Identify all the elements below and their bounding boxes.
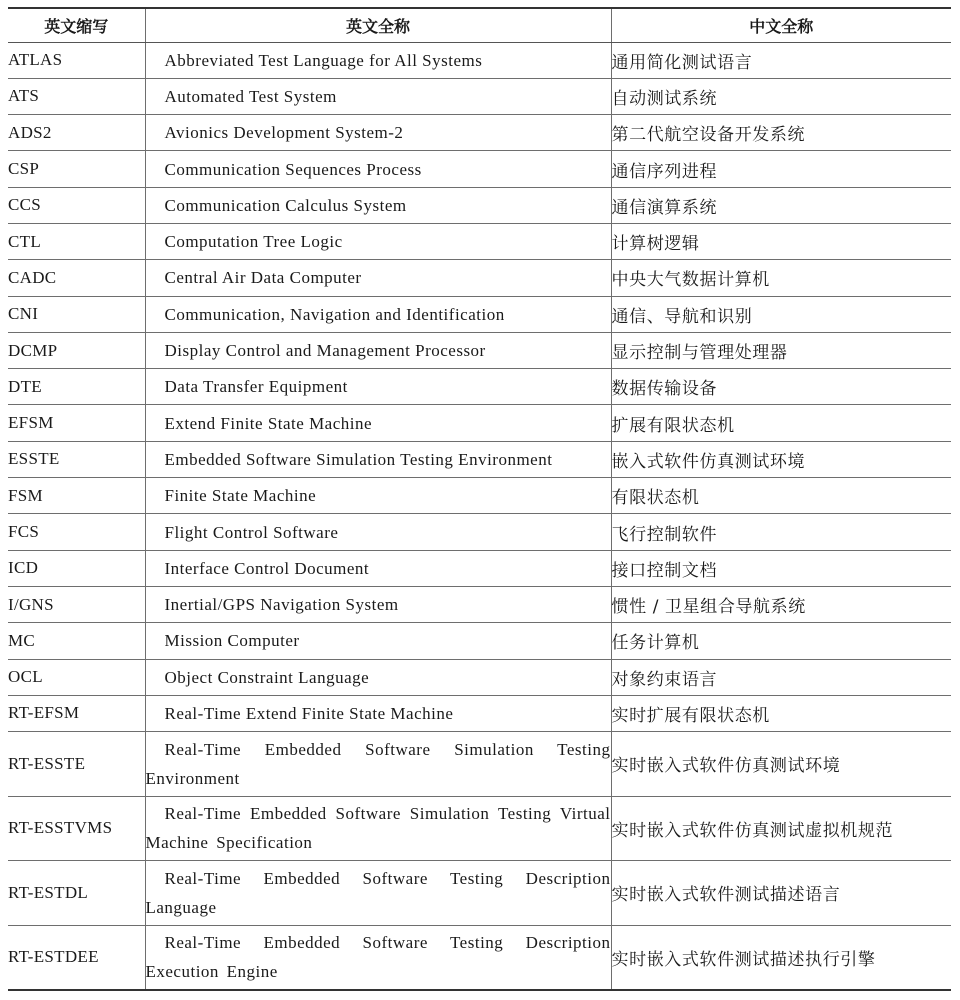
chinese-name-cell: 通信、导航和识别 [611, 296, 951, 332]
table-row [8, 514, 951, 550]
table-row [8, 695, 951, 731]
english-name-cell: Computation Tree Logic [145, 223, 611, 259]
english-name-cell: Flight Control Software [145, 514, 611, 550]
chinese-name-cell: 实时扩展有限状态机 [611, 695, 951, 731]
table-row [8, 441, 951, 477]
table-row [8, 405, 951, 441]
english-name-cell: Mission Computer [145, 623, 611, 659]
table-row [8, 659, 951, 695]
english-name-cell: Avionics Development System-2 [145, 115, 611, 151]
abbreviation-cell: RT-ESTDL [8, 861, 145, 926]
abbreviation-cell: MC [8, 623, 145, 659]
english-name-cell: Real-Time Embedded Software Simulation Testing Virtual Machine Specification [145, 796, 611, 861]
abbreviation-cell: DTE [8, 369, 145, 405]
table-row [8, 861, 951, 926]
table-row [8, 187, 951, 223]
header-chinese-full-name: 中文全称 [611, 8, 951, 42]
english-name-cell: Embedded Software Simulation Testing Environment [145, 441, 611, 477]
abbreviation-cell: ATS [8, 78, 145, 114]
abbreviation-cell: ATLAS [8, 42, 145, 78]
abbreviation-cell: EFSM [8, 405, 145, 441]
english-name-cell: Abbreviated Test Language for All Systems [145, 42, 611, 78]
chinese-name-cell: 通信演算系统 [611, 187, 951, 223]
english-name-cell: Real-Time Extend Finite State Machine [145, 695, 611, 731]
abbreviation-cell: RT-ESSTE [8, 732, 145, 797]
header-english-full-name: 英文全称 [145, 8, 611, 42]
abbreviation-cell: FCS [8, 514, 145, 550]
abbreviation-cell: ADS2 [8, 115, 145, 151]
abbreviation-cell: DCMP [8, 332, 145, 368]
chinese-name-cell: 中央大气数据计算机 [611, 260, 951, 296]
chinese-name-cell: 惯性 / 卫星组合导航系统 [611, 586, 951, 622]
table-row [8, 586, 951, 622]
abbreviation-cell: CSP [8, 151, 145, 187]
abbreviation-cell: RT-EFSM [8, 695, 145, 731]
table-row [8, 550, 951, 586]
table-row [8, 623, 951, 659]
table-row [8, 732, 951, 797]
abbreviation-cell: RT-ESTDEE [8, 925, 145, 990]
header-abbreviation: 英文缩写 [8, 8, 145, 42]
chinese-name-cell: 嵌入式软件仿真测试环境 [611, 441, 951, 477]
english-name-cell: Automated Test System [145, 78, 611, 114]
table-row [8, 151, 951, 187]
chinese-name-cell: 第二代航空设备开发系统 [611, 115, 951, 151]
abbreviation-cell: CADC [8, 260, 145, 296]
chinese-name-cell: 自动测试系统 [611, 78, 951, 114]
chinese-name-cell: 有限状态机 [611, 478, 951, 514]
english-name-cell: Data Transfer Equipment [145, 369, 611, 405]
chinese-name-cell: 计算树逻辑 [611, 223, 951, 259]
abbreviation-cell: ESSTE [8, 441, 145, 477]
abbreviation-cell: OCL [8, 659, 145, 695]
english-name-cell: Communication Sequences Process [145, 151, 611, 187]
english-name-cell: Communication Calculus System [145, 187, 611, 223]
abbreviation-table [8, 7, 951, 991]
table-row [8, 369, 951, 405]
chinese-name-cell: 任务计算机 [611, 623, 951, 659]
english-name-cell: Finite State Machine [145, 478, 611, 514]
english-name-cell: Real-Time Embedded Software Testing Description Language [145, 861, 611, 926]
header-row [8, 8, 951, 42]
chinese-name-cell: 飞行控制软件 [611, 514, 951, 550]
abbreviation-cell: CCS [8, 187, 145, 223]
chinese-name-cell: 实时嵌入式软件仿真测试环境 [611, 732, 951, 797]
abbreviation-cell: RT-ESSTVMS [8, 796, 145, 861]
table-row [8, 925, 951, 990]
chinese-name-cell: 对象约束语言 [611, 659, 951, 695]
english-name-cell: Communication, Navigation and Identification [145, 296, 611, 332]
table-header [8, 8, 951, 42]
abbreviation-cell: CTL [8, 223, 145, 259]
abbreviation-cell: I/GNS [8, 586, 145, 622]
english-name-cell: Real-Time Embedded Software Testing Description Execution Engine [145, 925, 611, 990]
chinese-name-cell: 实时嵌入式软件测试描述语言 [611, 861, 951, 926]
table-row [8, 78, 951, 114]
chinese-name-cell: 显示控制与管理处理器 [611, 332, 951, 368]
table-row [8, 296, 951, 332]
chinese-name-cell: 实时嵌入式软件测试描述执行引擎 [611, 925, 951, 990]
chinese-name-cell: 实时嵌入式软件仿真测试虚拟机规范 [611, 796, 951, 861]
english-name-cell: Inertial/GPS Navigation System [145, 586, 611, 622]
english-name-cell: Extend Finite State Machine [145, 405, 611, 441]
chinese-name-cell: 接口控制文档 [611, 550, 951, 586]
chinese-name-cell: 扩展有限状态机 [611, 405, 951, 441]
table-row [8, 260, 951, 296]
abbreviation-cell: FSM [8, 478, 145, 514]
abbreviation-cell: ICD [8, 550, 145, 586]
table-row [8, 115, 951, 151]
english-name-cell: Object Constraint Language [145, 659, 611, 695]
table-row [8, 223, 951, 259]
english-name-cell: Interface Control Document [145, 550, 611, 586]
english-name-cell: Real-Time Embedded Software Simulation Testing Environment [145, 732, 611, 797]
english-name-cell: Central Air Data Computer [145, 260, 611, 296]
table-body [8, 42, 951, 990]
abbreviation-cell: CNI [8, 296, 145, 332]
table-row [8, 332, 951, 368]
table-row [8, 42, 951, 78]
table-row [8, 796, 951, 861]
chinese-name-cell: 通用简化测试语言 [611, 42, 951, 78]
chinese-name-cell: 数据传输设备 [611, 369, 951, 405]
english-name-cell: Display Control and Management Processor [145, 332, 611, 368]
chinese-name-cell: 通信序列进程 [611, 151, 951, 187]
table-row [8, 478, 951, 514]
